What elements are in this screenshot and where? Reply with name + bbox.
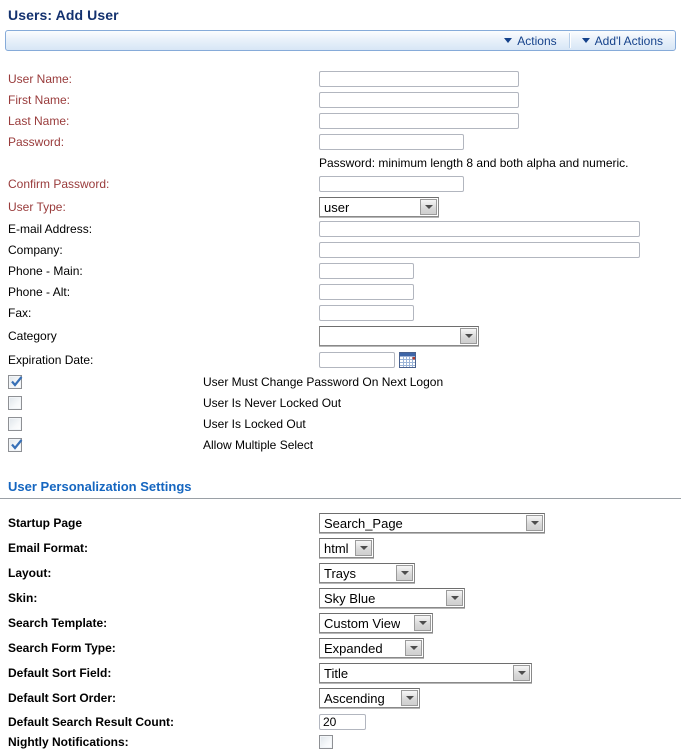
dropdown-arrow-icon	[355, 540, 372, 556]
dropdown-arrow-icon	[513, 665, 530, 681]
search-form-type-row	[0, 638, 681, 658]
default-sort-field-value: Title	[324, 665, 349, 681]
email-input[interactable]	[319, 221, 640, 237]
default-sort-order-value: Ascending	[324, 690, 385, 706]
locked-out-row	[0, 416, 681, 431]
dropdown-arrow-icon	[396, 565, 413, 581]
search-template-label: Search Template:	[8, 616, 108, 630]
nightly-notifications-label: Nightly Notifications:	[8, 734, 129, 749]
addl-actions-menu-label: Add'l Actions	[594, 33, 663, 48]
company-input[interactable]	[319, 242, 640, 258]
dropdown-arrow-icon	[414, 615, 431, 631]
allow-multiple-select-row	[0, 437, 681, 452]
email-format-row	[0, 538, 681, 558]
default-sort-order-select[interactable]	[319, 688, 420, 708]
default-sort-field-row	[0, 663, 681, 683]
dropdown-arrow-icon	[446, 590, 463, 606]
user-name-label: User Name:	[8, 72, 73, 86]
email-format-label: Email Format:	[8, 541, 89, 555]
layout-value: Trays	[324, 565, 357, 581]
default-sort-order-label: Default Sort Order:	[8, 691, 117, 705]
locked-out-label: User Is Locked Out	[203, 416, 306, 431]
phone-main-row	[0, 263, 681, 279]
expiration-date-row	[0, 350, 681, 370]
default-sort-field-select[interactable]	[319, 663, 532, 683]
search-form-type-label: Search Form Type:	[8, 641, 116, 655]
dropdown-arrow-icon	[420, 199, 437, 215]
first-name-input[interactable]	[319, 92, 519, 108]
company-row	[0, 242, 681, 258]
must-change-password-row	[0, 374, 681, 389]
last-name-row	[0, 113, 681, 129]
actions-menu-label: Actions	[517, 33, 557, 48]
checkmark-icon	[9, 374, 25, 390]
startup-page-value: Search_Page	[324, 515, 403, 531]
user-name-input[interactable]	[319, 71, 519, 87]
user-type-label: User Type:	[8, 200, 66, 214]
user-name-row	[0, 71, 681, 87]
category-select[interactable]	[319, 326, 479, 346]
confirm-password-label: Confirm Password:	[8, 177, 110, 191]
skin-value: Sky Blue	[324, 590, 376, 606]
category-row	[0, 326, 681, 346]
email-format-select[interactable]	[319, 538, 374, 558]
phone-main-label: Phone - Main:	[8, 264, 83, 278]
search-form-type-value: Expanded	[324, 640, 383, 656]
phone-main-input[interactable]	[319, 263, 414, 279]
personalization-form	[0, 513, 681, 749]
user-type-row	[0, 197, 681, 217]
add-user-form	[0, 71, 681, 452]
nightly-notifications-row	[0, 734, 681, 749]
startup-page-label: Startup Page	[8, 516, 83, 530]
search-template-value: Custom View	[324, 615, 401, 631]
user-type-select[interactable]	[319, 197, 439, 217]
email-row	[0, 221, 681, 237]
actions-menu-button[interactable]	[492, 31, 568, 50]
must-change-password-label: User Must Change Password On Next Logon	[203, 374, 444, 389]
email-format-value: html	[324, 540, 349, 556]
skin-label: Skin:	[8, 591, 38, 605]
fax-input[interactable]	[319, 305, 414, 321]
toolbar	[5, 30, 676, 51]
first-name-label: First Name:	[8, 93, 71, 107]
first-name-row	[0, 92, 681, 108]
startup-page-select[interactable]	[319, 513, 545, 533]
startup-page-row	[0, 513, 681, 533]
dropdown-arrow-icon	[460, 328, 477, 344]
expiration-date-input[interactable]	[319, 352, 395, 368]
user-type-value: user	[324, 199, 350, 215]
default-search-result-count-input[interactable]	[319, 714, 366, 730]
confirm-password-input[interactable]	[319, 176, 464, 192]
phone-alt-row	[0, 284, 681, 300]
fax-label: Fax:	[8, 306, 32, 320]
password-hint-text: Password: minimum length 8 and both alpha and numeric.	[319, 156, 629, 170]
skin-select[interactable]	[319, 588, 465, 608]
dropdown-arrow-icon	[405, 640, 422, 656]
personalization-section-heading: User Personalization Settings	[8, 479, 192, 494]
last-name-input[interactable]	[319, 113, 519, 129]
search-template-select[interactable]	[319, 613, 433, 633]
password-label: Password:	[8, 135, 65, 149]
locked-out-checkbox[interactable]	[8, 417, 22, 431]
addl-actions-menu-button[interactable]	[570, 31, 675, 50]
email-label: E-mail Address:	[8, 222, 93, 236]
phone-alt-label: Phone - Alt:	[8, 285, 71, 299]
dropdown-arrow-icon	[401, 690, 418, 706]
chevron-down-icon	[504, 38, 512, 43]
never-locked-out-checkbox[interactable]	[8, 396, 22, 410]
nightly-notifications-checkbox[interactable]	[319, 735, 333, 749]
section-divider	[0, 498, 681, 499]
chevron-down-icon	[582, 38, 590, 43]
must-change-password-checkbox[interactable]	[8, 375, 22, 389]
allow-multiple-select-label: Allow Multiple Select	[203, 437, 314, 452]
category-label: Category	[8, 329, 57, 343]
confirm-password-row	[0, 176, 681, 192]
default-sort-order-row	[0, 688, 681, 708]
dropdown-arrow-icon	[526, 515, 543, 531]
layout-row	[0, 563, 681, 583]
last-name-label: Last Name:	[8, 114, 70, 128]
skin-row	[0, 588, 681, 608]
fax-row	[0, 305, 681, 321]
layout-select[interactable]	[319, 563, 415, 583]
company-label: Company:	[8, 243, 63, 257]
search-template-row	[0, 613, 681, 633]
default-search-result-count-label: Default Search Result Count:	[8, 714, 175, 729]
never-locked-out-label: User Is Never Locked Out	[203, 395, 342, 410]
layout-label: Layout:	[8, 566, 52, 580]
page-title: Users: Add User	[8, 7, 119, 23]
phone-alt-input[interactable]	[319, 284, 414, 300]
password-hint-row	[0, 155, 681, 171]
default-search-result-count-row	[0, 713, 681, 730]
password-input[interactable]	[319, 134, 464, 150]
checkmark-icon	[9, 437, 25, 453]
expiration-date-label: Expiration Date:	[8, 353, 94, 367]
never-locked-out-row	[0, 395, 681, 410]
calendar-icon[interactable]	[399, 352, 416, 368]
password-row	[0, 134, 681, 150]
allow-multiple-select-checkbox[interactable]	[8, 438, 22, 452]
default-sort-field-label: Default Sort Field:	[8, 666, 112, 680]
search-form-type-select[interactable]	[319, 638, 424, 658]
